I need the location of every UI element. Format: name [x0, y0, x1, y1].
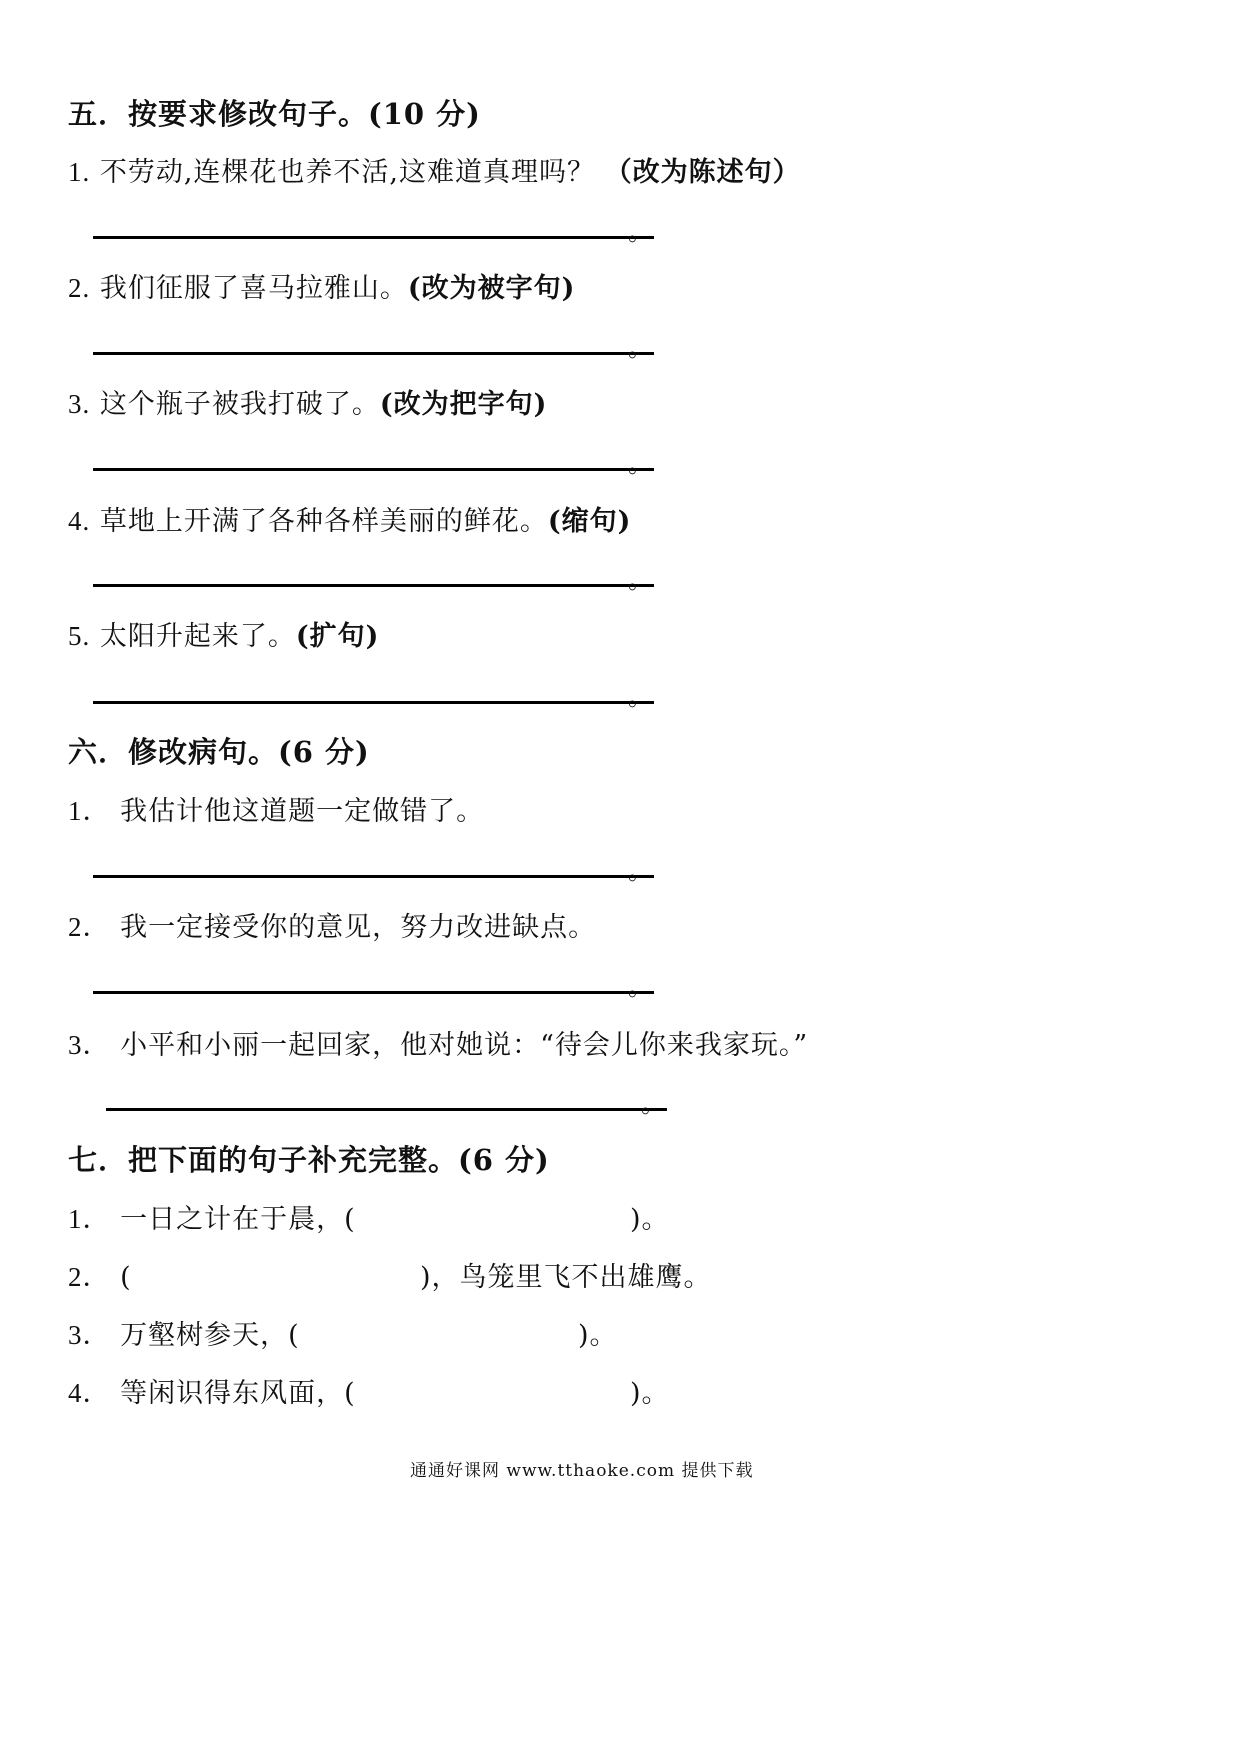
question-text: 我们征服了喜马拉雅山。: [99, 273, 408, 304]
s5-question-2: [68, 266, 575, 305]
s7-question-1: [68, 1197, 668, 1236]
s5-question-1: [68, 150, 801, 189]
question-text: 我估计他这道题一定做错了。: [120, 796, 485, 827]
answer-end-mark: 。: [628, 334, 652, 362]
question-number: 3．: [68, 1030, 111, 1060]
question-number: 2．: [68, 1262, 111, 1292]
answer-end-mark: 。: [628, 857, 652, 885]
question-text-before: 等闲识得东风面，(: [120, 1378, 356, 1409]
answer-end-mark: 。: [628, 973, 652, 1001]
question-text-before: 一日之计在于晨，(: [120, 1204, 356, 1235]
s5-answer-line-2[interactable]: [93, 352, 654, 355]
question-text-after: )。: [630, 1204, 670, 1235]
s5-answer-line-3[interactable]: [93, 468, 654, 471]
s6-question-1: [68, 789, 484, 828]
s6-question-3: [68, 1023, 808, 1062]
section5-title: 五．按要求修改句子。(10 分): [68, 97, 481, 131]
answer-end-mark: 。: [628, 450, 652, 478]
question-text-after: )。: [578, 1320, 618, 1351]
question-requirement: (改为被字句): [407, 273, 576, 304]
question-text-after: )。: [630, 1378, 670, 1409]
s5-question-3: [68, 382, 547, 421]
s6-answer-line-1[interactable]: [93, 875, 654, 878]
question-number: 3.: [68, 389, 91, 419]
section7-title: 七．把下面的句子补充完整。(6 分): [68, 1143, 550, 1177]
s5-answer-line-1[interactable]: [93, 236, 654, 239]
question-number: 2．: [68, 912, 111, 942]
s5-question-4: [68, 499, 631, 538]
answer-end-mark: 。: [628, 566, 652, 594]
question-text: 我一定接受你的意见，努力改进缺点。: [120, 912, 597, 943]
question-text-after: )，鸟笼里飞不出雄鹰。: [420, 1262, 712, 1293]
question-number: 1．: [68, 1204, 111, 1234]
question-text: 太阳升起来了。: [99, 621, 296, 652]
question-number: 2.: [68, 273, 91, 303]
question-text-before: 万壑树参天，(: [120, 1320, 300, 1351]
answer-end-mark: 。: [628, 683, 652, 711]
question-text-before: (: [120, 1262, 132, 1293]
question-number: 3．: [68, 1320, 111, 1350]
s5-question-5: [68, 614, 379, 653]
question-text: 不劳动,连棵花也养不活,这难道真理吗？: [99, 157, 596, 188]
question-requirement: (扩句): [295, 621, 380, 652]
footer-credit: 通通好课网 www.tthaoke.com 提供下载: [410, 1461, 754, 1481]
answer-end-mark: 。: [628, 218, 652, 246]
question-text: 这个瓶子被我打破了。: [99, 389, 380, 420]
question-number: 5.: [68, 621, 91, 651]
question-number: 1.: [68, 157, 91, 187]
question-requirement: (改为把字句): [379, 389, 548, 420]
s5-answer-line-5[interactable]: [93, 701, 654, 704]
question-requirement: (缩句): [547, 506, 632, 537]
question-requirement: （改为陈述句）: [604, 157, 801, 188]
answer-end-mark: 。: [641, 1090, 665, 1118]
s6-answer-line-2[interactable]: [93, 991, 654, 994]
section6-title: 六．修改病句。(6 分): [68, 735, 370, 769]
s6-question-2: [68, 905, 596, 944]
question-number: 4.: [68, 506, 91, 536]
question-number: 4．: [68, 1378, 111, 1408]
question-text: 小平和小丽一起回家，他对她说：“待会儿你来我家玩。”: [120, 1030, 809, 1061]
s6-answer-line-3[interactable]: [106, 1108, 667, 1111]
s7-question-2: [68, 1255, 718, 1294]
s7-question-3: [68, 1313, 628, 1352]
question-number: 1．: [68, 796, 111, 826]
s5-answer-line-4[interactable]: [93, 584, 654, 587]
question-text: 草地上开满了各种各样美丽的鲜花。: [99, 506, 548, 537]
s7-question-4: [68, 1371, 668, 1410]
